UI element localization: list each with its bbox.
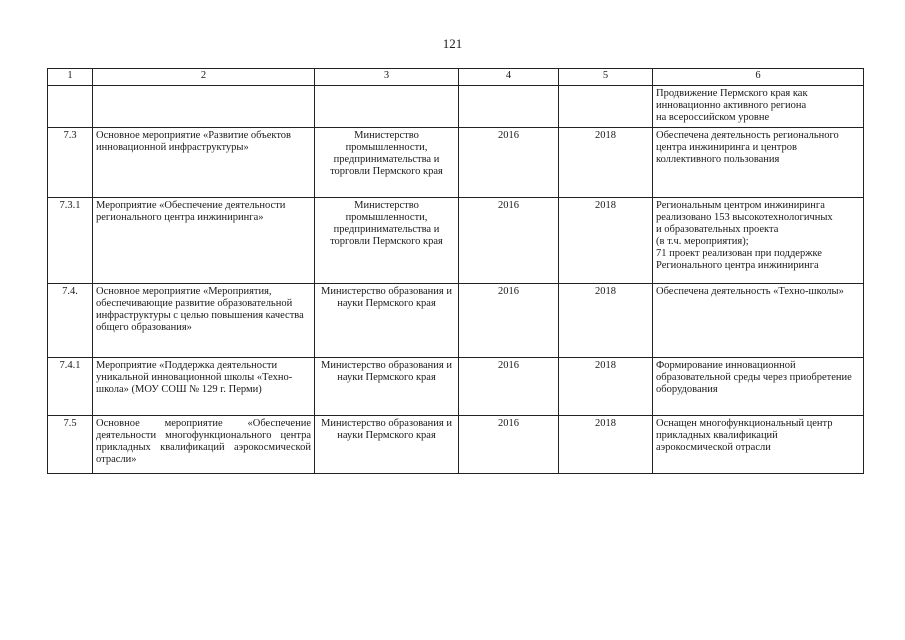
table-row — [48, 284, 864, 358]
end-year: 2018 — [559, 128, 653, 198]
result-line: Продвижение Пермского края как — [656, 88, 808, 99]
result-line: инновационно активного региона — [656, 100, 807, 111]
expected-result — [653, 416, 864, 474]
result-line: Формирование инновационной — [656, 360, 796, 371]
activity-name: Мероприятие «Поддержка деятельности уникальной инновационной школы «Техно-школа» (МОУ СОШ № 129 г. Перми) — [93, 358, 315, 416]
start-year: 2016 — [459, 284, 559, 358]
result-line: 71 проект реализован при поддержке — [656, 248, 822, 259]
activity-name: Мероприятие «Обеспечение деятельности регионального центра инжиниринга» — [93, 198, 315, 284]
column-header: 4 — [459, 69, 559, 86]
row-number: 7.4. — [48, 284, 93, 358]
activity-name: Основное мероприятие «Мероприятия, обеспечивающие развитие образовательной инфраструктуры с целью повышения качества общего образования» — [93, 284, 315, 358]
header-row — [48, 69, 864, 86]
column-header: 1 — [48, 69, 93, 86]
table-row — [48, 198, 864, 284]
result-line: аэрокосмической отрасли — [656, 442, 771, 453]
end-year: 2018 — [559, 416, 653, 474]
executor: Министерство образования и науки Пермского края — [315, 284, 459, 358]
executor: Министерство промышленности, предпринимательства и торговли Пермского края — [315, 128, 459, 198]
row-number — [48, 86, 93, 128]
result-line: оборудования — [656, 384, 718, 395]
table-row — [48, 86, 864, 128]
result-line: Оснащен многофункциональный центр — [656, 418, 833, 429]
column-header: 5 — [559, 69, 653, 86]
table-row — [48, 128, 864, 198]
start-year: 2016 — [459, 416, 559, 474]
result-line: Обеспечена деятельность «Техно-школы» — [656, 286, 844, 297]
row-number: 7.3 — [48, 128, 93, 198]
result-line: Региональным центром инжиниринга — [656, 200, 825, 211]
table-row — [48, 416, 864, 474]
executor: Министерство образования и науки Пермского края — [315, 358, 459, 416]
result-line: центра инжиниринга и центров — [656, 142, 797, 153]
activity-name: Основное мероприятие «Обеспечение деятельности многофункционального центра прикладных квалификаций аэрокосмической отрасли» — [93, 416, 315, 474]
activity-name: Основное мероприятие «Развитие объектов инновационной инфраструктуры» — [93, 128, 315, 198]
result-line: прикладных квалификаций — [656, 430, 778, 441]
row-number: 7.5 — [48, 416, 93, 474]
result-line: коллективного пользования — [656, 154, 780, 165]
page-number: 121 — [442, 36, 463, 51]
start-year — [459, 86, 559, 128]
end-year — [559, 86, 653, 128]
table-row — [48, 358, 864, 416]
start-year: 2016 — [459, 358, 559, 416]
column-header: 2 — [93, 69, 315, 86]
executor: Министерство промышленности, предпринимательства и торговли Пермского края — [315, 198, 459, 284]
expected-result — [653, 358, 864, 416]
column-header: 6 — [653, 69, 864, 86]
executor — [315, 86, 459, 128]
result-line: (в т.ч. мероприятия); — [656, 236, 749, 247]
end-year: 2018 — [559, 358, 653, 416]
start-year: 2016 — [459, 198, 559, 284]
result-line: Обеспечена деятельность регионального — [656, 130, 839, 141]
row-number: 7.3.1 — [48, 198, 93, 284]
activities-table — [47, 68, 864, 474]
expected-result — [653, 284, 864, 358]
end-year: 2018 — [559, 284, 653, 358]
result-line: образовательной среды через приобретение — [656, 372, 852, 383]
start-year: 2016 — [459, 128, 559, 198]
expected-result — [653, 198, 864, 284]
end-year: 2018 — [559, 198, 653, 284]
activity-name — [93, 86, 315, 128]
row-number: 7.4.1 — [48, 358, 93, 416]
result-line: Регионального центра инжиниринга — [656, 260, 819, 271]
result-line: и образовательных проекта — [656, 224, 779, 235]
executor: Министерство образования и науки Пермского края — [315, 416, 459, 474]
expected-result — [653, 128, 864, 198]
expected-result — [653, 86, 864, 128]
column-header: 3 — [315, 69, 459, 86]
result-line: на всероссийском уровне — [656, 112, 770, 123]
result-line: реализовано 153 высокотехнологичных — [656, 212, 833, 223]
